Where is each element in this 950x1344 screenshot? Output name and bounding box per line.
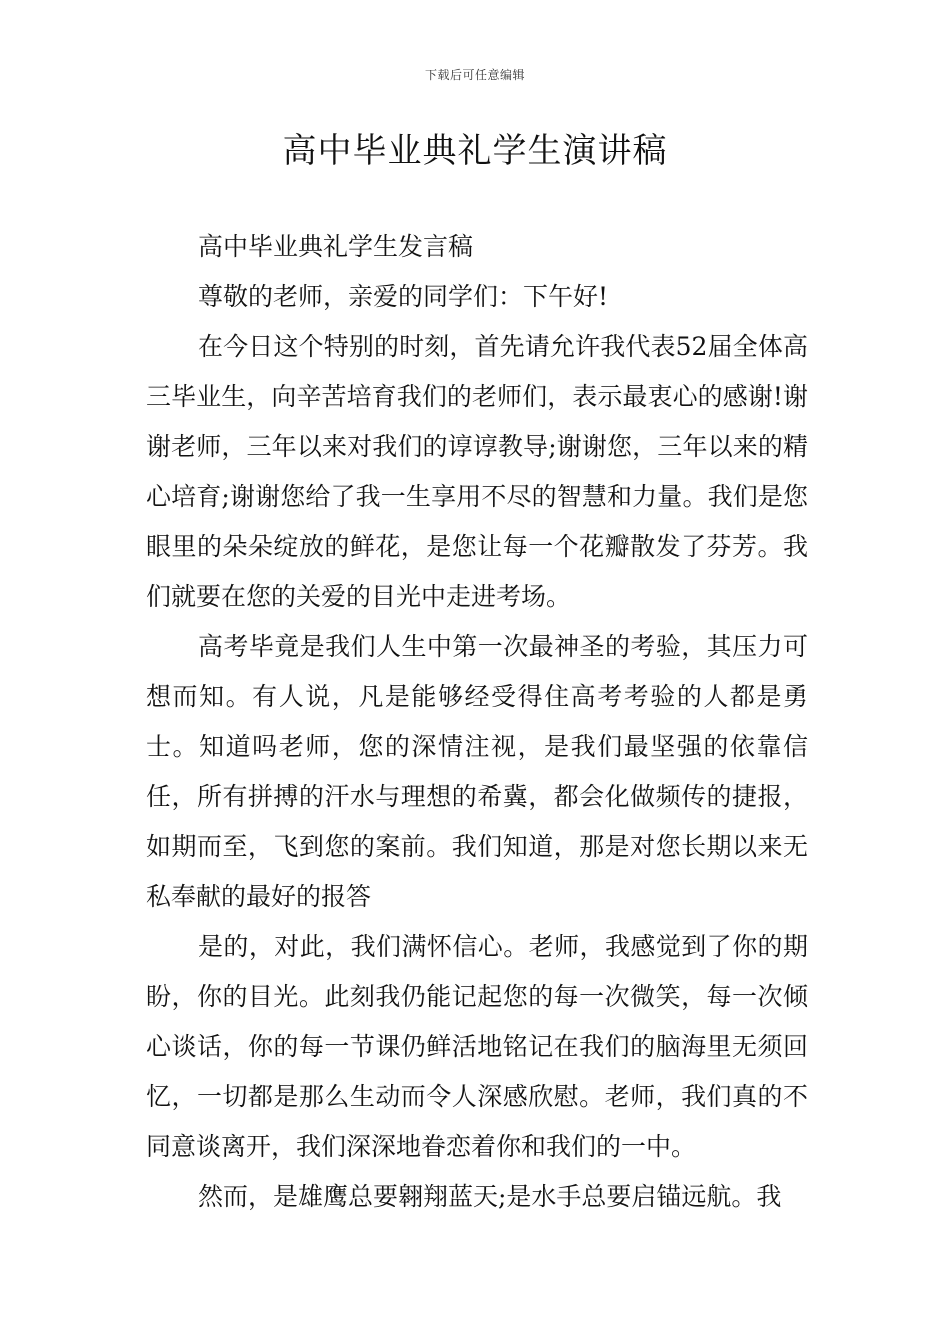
paragraph-departure: 然而，是雄鹰总要翱翔蓝天;是水手总要启锚远航。我 [198,1182,782,1211]
paragraph-thanks: 在今日这个特别的时刻，首先请允许我代表52届全体高三毕业生，向辛苦培育我们的老师们，表示最衷心的感谢!谢谢老师，三年以来对我们的谆谆教导;谢谢您，三年以来的精心培育;谢谢您给了我一生享用不尽的智慧和力量。我们是您眼里的朵朵绽放的鲜花，是您让每一个花瓣散发了芬芳。我们就要在您的关爱的目光中走进考场。 [146,332,808,611]
header-note: 下载后可任意编辑 [424,68,525,82]
document-title: 高中毕业典礼学生演讲稿 [282,131,668,171]
paragraph-subtitle: 高中毕业典礼学生发言稿 [198,232,474,261]
paragraph-confidence: 是的，对此，我们满怀信心。老师，我感觉到了你的期盼，你的目光。此刻我仍能记起您的每一次微笑，每一次倾心谈话，你的每一节课仍鲜活地铭记在我们的脑海里无须回忆，一切都是那么生动而令人深感欣慰。老师，我们真的不同意谈离开，我们深深地眷恋着你和我们的一中。 [146,932,808,1161]
paragraph-exam: 高考毕竟是我们人生中第一次最神圣的考验，其压力可想而知。有人说，凡是能够经受得住高考考验的人都是勇士。知道吗老师，您的深情注视，是我们最坚强的依靠信任，所有拼搏的汗水与理想的希冀，都会化做频传的捷报，如期而至，飞到您的案前。我们知道，那是对您长期以来无私奉献的最好的报答 [146,632,808,911]
paragraph-greeting: 尊敬的老师，亲爱的同学们：下午好! [198,282,609,311]
document-body [146,222,808,1222]
